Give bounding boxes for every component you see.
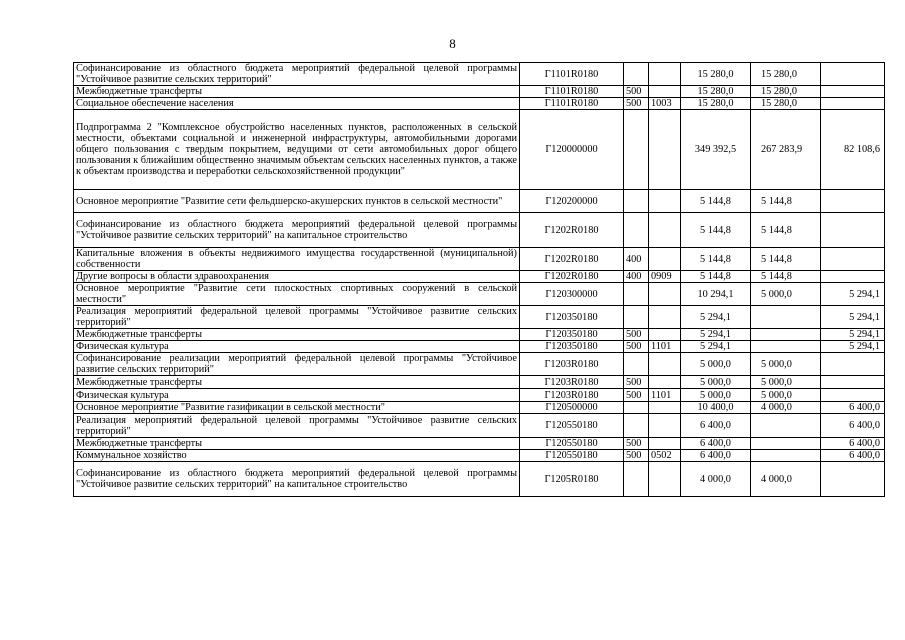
expense-type [624, 414, 649, 438]
amount-regional [751, 329, 821, 341]
amount-regional: 5 144,8 [751, 248, 821, 271]
target-code: Г1101R0180 [520, 98, 624, 110]
table-row [74, 353, 885, 376]
table-row [74, 414, 885, 438]
table-row [74, 98, 885, 110]
amount-total: 6 400,0 [681, 438, 751, 450]
section-code: 0909 [649, 271, 681, 283]
table-row [74, 283, 885, 306]
row-name: Софинансирование реализации мероприятий федеральной целевой программы "Устойчивое развитие сельских территорий" [74, 353, 520, 376]
section-code [649, 306, 681, 329]
amount-federal: 82 108,6 [821, 110, 885, 190]
amount-regional: 5 144,8 [751, 271, 821, 283]
section-code: 1101 [649, 389, 681, 402]
amount-total: 6 400,0 [681, 450, 751, 462]
target-code: Г1203R0180 [520, 353, 624, 376]
target-code: Г1202R0180 [520, 213, 624, 248]
amount-regional: 5 000,0 [751, 283, 821, 306]
amount-regional: 5 000,0 [751, 389, 821, 402]
target-code: Г120300000 [520, 283, 624, 306]
amount-regional: 15 280,0 [751, 63, 821, 86]
amount-regional [751, 341, 821, 353]
section-code [649, 438, 681, 450]
amount-total: 5 000,0 [681, 376, 751, 389]
target-code: Г120350180 [520, 341, 624, 353]
section-code [649, 213, 681, 248]
table-row [74, 248, 885, 271]
row-name: Межбюджетные трансферты [74, 376, 520, 389]
amount-federal [821, 248, 885, 271]
amount-regional: 5 000,0 [751, 376, 821, 389]
row-name: Подпрограмма 2 "Комплексное обустройство населенных пунктов, расположенных в сельской местности, объектами социальной и инженерной инфраструктуры, автомобильными дорогами общего пользования с твердым покрытием, ведущими от сети автомобильных дорог общего пользования к ближайшим общественно значимым объектам сельских населенных пунктов, а также к объектам производства и переработки сельскохозяйственной продукции" [74, 110, 520, 190]
amount-total: 15 280,0 [681, 98, 751, 110]
target-code: Г120550180 [520, 414, 624, 438]
row-name: Основное мероприятие "Развитие сети фельдшерско-акушерских пунктов в сельской местности" [74, 190, 520, 213]
expense-type: 500 [624, 98, 649, 110]
amount-regional: 267 283,9 [751, 110, 821, 190]
section-code: 1101 [649, 341, 681, 353]
target-code: Г1202R0180 [520, 271, 624, 283]
amount-total: 5 000,0 [681, 353, 751, 376]
target-code: Г1203R0180 [520, 389, 624, 402]
amount-total: 5 144,8 [681, 190, 751, 213]
target-code: Г1101R0180 [520, 63, 624, 86]
section-code [649, 283, 681, 306]
amount-total: 5 294,1 [681, 341, 751, 353]
expense-type: 500 [624, 341, 649, 353]
target-code: Г120000000 [520, 110, 624, 190]
section-code [649, 110, 681, 190]
amount-federal [821, 86, 885, 98]
target-code: Г120550180 [520, 450, 624, 462]
amount-total: 5 294,1 [681, 306, 751, 329]
expense-type [624, 353, 649, 376]
amount-federal [821, 353, 885, 376]
amount-federal [821, 462, 885, 497]
expense-type [624, 283, 649, 306]
table-row [74, 110, 885, 190]
table-row [74, 450, 885, 462]
amount-total: 5 144,8 [681, 271, 751, 283]
expense-type [624, 63, 649, 86]
expense-type: 500 [624, 389, 649, 402]
target-code: Г120500000 [520, 402, 624, 414]
amount-regional [751, 414, 821, 438]
amount-regional [751, 450, 821, 462]
target-code: Г1202R0180 [520, 248, 624, 271]
amount-total: 5 144,8 [681, 248, 751, 271]
table-row [74, 389, 885, 402]
amount-total: 4 000,0 [681, 462, 751, 497]
amount-total: 5 144,8 [681, 213, 751, 248]
amount-regional: 15 280,0 [751, 86, 821, 98]
table-row [74, 306, 885, 329]
expense-type [624, 110, 649, 190]
expense-type: 500 [624, 438, 649, 450]
section-code [649, 86, 681, 98]
amount-federal [821, 376, 885, 389]
table-row [74, 402, 885, 414]
amount-federal: 6 400,0 [821, 402, 885, 414]
table-row [74, 213, 885, 248]
table-row [74, 86, 885, 98]
expense-type: 500 [624, 376, 649, 389]
amount-total: 5 294,1 [681, 329, 751, 341]
expense-type [624, 462, 649, 497]
amount-federal: 6 400,0 [821, 438, 885, 450]
table-row [74, 271, 885, 283]
section-code [649, 190, 681, 213]
amount-federal: 5 294,1 [821, 283, 885, 306]
expense-type: 500 [624, 329, 649, 341]
row-name: Софинансирование из областного бюджета мероприятий федеральной целевой программы "Устойчивое развитие сельских территорий" [74, 63, 520, 86]
amount-regional: 4 000,0 [751, 402, 821, 414]
section-code [649, 63, 681, 86]
row-name: Капитальные вложения в объекты недвижимого имущества государственной (муниципальной) собственности [74, 248, 520, 271]
amount-regional: 4 000,0 [751, 462, 821, 497]
amount-federal: 5 294,1 [821, 341, 885, 353]
row-name: Софинансирование из областного бюджета мероприятий федеральной целевой программы "Устойчивое развитие сельских территорий" на капитальное строительство [74, 462, 520, 497]
amount-federal: 5 294,1 [821, 329, 885, 341]
table-row [74, 329, 885, 341]
amount-regional: 5 144,8 [751, 213, 821, 248]
expense-type: 500 [624, 86, 649, 98]
table-row [74, 341, 885, 353]
row-name: Другие вопросы в области здравоохранения [74, 271, 520, 283]
amount-total: 6 400,0 [681, 414, 751, 438]
expense-type: 500 [624, 450, 649, 462]
row-name: Основное мероприятие "Развитие газификации в сельской местности" [74, 402, 520, 414]
target-code: Г120550180 [520, 438, 624, 450]
amount-regional [751, 438, 821, 450]
row-name: Софинансирование из областного бюджета мероприятий федеральной целевой программы "Устойчивое развитие сельских территорий" на капитальное строительство [74, 213, 520, 248]
target-code: Г120200000 [520, 190, 624, 213]
amount-federal: 6 400,0 [821, 450, 885, 462]
amount-federal: 6 400,0 [821, 414, 885, 438]
amount-total: 349 392,5 [681, 110, 751, 190]
amount-total: 10 294,1 [681, 283, 751, 306]
amount-federal [821, 98, 885, 110]
section-code [649, 376, 681, 389]
expense-type [624, 213, 649, 248]
amount-federal [821, 213, 885, 248]
section-code [649, 329, 681, 341]
amount-regional: 5 144,8 [751, 190, 821, 213]
section-code: 1003 [649, 98, 681, 110]
page-number: 8 [449, 36, 456, 51]
row-name: Физическая культура [74, 389, 520, 402]
amount-federal [821, 190, 885, 213]
section-code [649, 402, 681, 414]
expense-type [624, 190, 649, 213]
amount-federal [821, 63, 885, 86]
target-code: Г1203R0180 [520, 376, 624, 389]
section-code [649, 248, 681, 271]
expense-type [624, 402, 649, 414]
table-body [74, 63, 885, 497]
table-row [74, 462, 885, 497]
amount-regional: 5 000,0 [751, 353, 821, 376]
section-code [649, 414, 681, 438]
table-row [74, 438, 885, 450]
table-row [74, 190, 885, 213]
table-row [74, 376, 885, 389]
row-name: Межбюджетные трансферты [74, 438, 520, 450]
budget-table [73, 62, 885, 497]
row-name: Реализация мероприятий федеральной целевой программы "Устойчивое развитие сельских территорий" [74, 306, 520, 329]
amount-total: 15 280,0 [681, 86, 751, 98]
row-name: Основное мероприятие "Развитие сети плоскостных спортивных сооружений в сельской местности" [74, 283, 520, 306]
amount-regional: 15 280,0 [751, 98, 821, 110]
expense-type: 400 [624, 271, 649, 283]
target-code: Г120350180 [520, 306, 624, 329]
section-code [649, 462, 681, 497]
row-name: Социальное обеспечение населения [74, 98, 520, 110]
expense-type [624, 306, 649, 329]
target-code: Г1205R0180 [520, 462, 624, 497]
target-code: Г1101R0180 [520, 86, 624, 98]
expense-type: 400 [624, 248, 649, 271]
row-name: Реализация мероприятий федеральной целевой программы "Устойчивое развитие сельских территорий" [74, 414, 520, 438]
amount-total: 15 280,0 [681, 63, 751, 86]
target-code: Г120350180 [520, 329, 624, 341]
amount-total: 5 000,0 [681, 389, 751, 402]
amount-regional [751, 306, 821, 329]
amount-federal [821, 271, 885, 283]
row-name: Коммунальное хозяйство [74, 450, 520, 462]
row-name: Межбюджетные трансферты [74, 86, 520, 98]
section-code: 0502 [649, 450, 681, 462]
section-code [649, 353, 681, 376]
row-name: Физическая культура [74, 341, 520, 353]
amount-total: 10 400,0 [681, 402, 751, 414]
table-row [74, 63, 885, 86]
amount-federal [821, 389, 885, 402]
amount-federal: 5 294,1 [821, 306, 885, 329]
row-name: Межбюджетные трансферты [74, 329, 520, 341]
